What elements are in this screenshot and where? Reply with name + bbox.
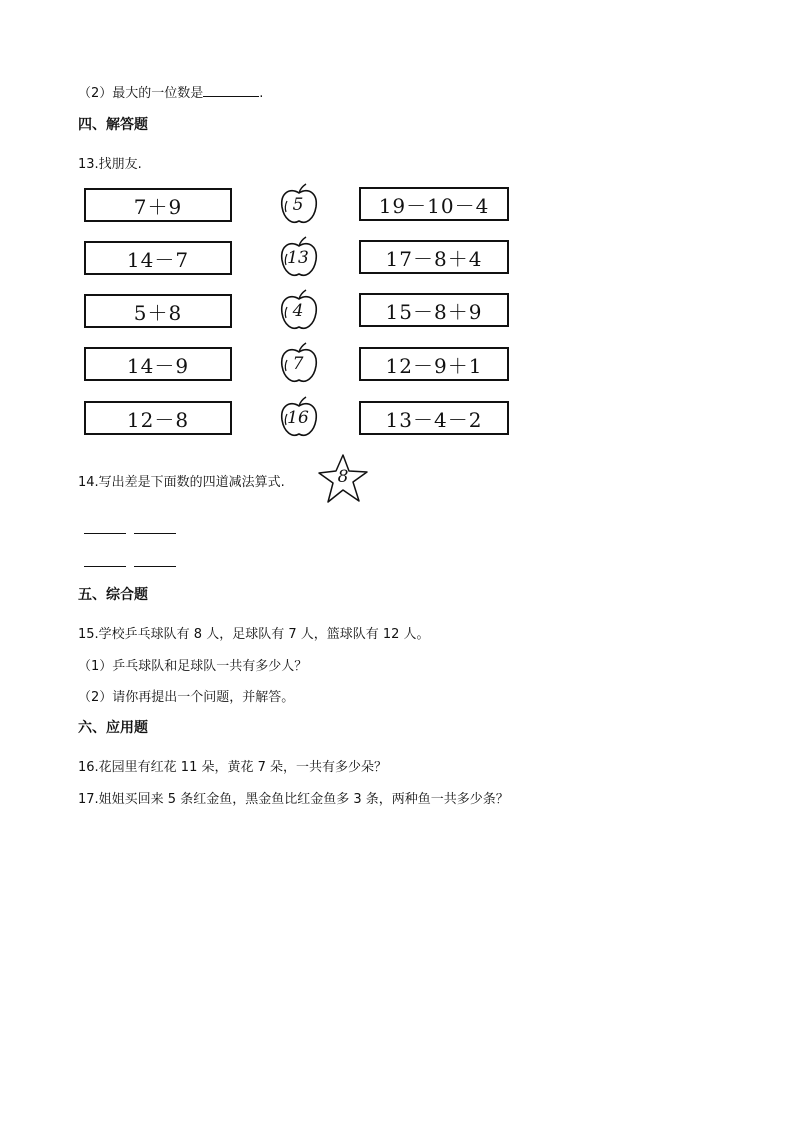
apple-number: 4	[292, 301, 304, 321]
section5-title: 五、综合题	[78, 587, 148, 603]
q14-answer-blank[interactable]	[134, 566, 176, 567]
right-expression-box[interactable]: 17－8＋4	[359, 240, 509, 274]
section4-title: 四、解答题	[78, 117, 148, 133]
apple-number: 5	[292, 195, 304, 215]
q12-answer-blank[interactable]	[203, 84, 259, 97]
apple-number: 7	[292, 354, 304, 374]
left-expression-box[interactable]: 7＋9	[84, 188, 232, 222]
left-expression-box[interactable]: 5＋8	[84, 294, 232, 328]
star-number: 8	[337, 467, 349, 487]
q15-part1: （1）乒乓球队和足球队一共有多少人？	[78, 659, 308, 674]
apple-icon[interactable]	[276, 183, 322, 227]
left-expression-box[interactable]: 14－9	[84, 347, 232, 381]
q14-title: 14.写出差是下面数的四道减法算式.	[78, 475, 285, 490]
q17-text: 17.姐姐买回来 5 条红金鱼，黑金鱼比红金鱼多 3 条，两种鱼一共多少条？	[78, 792, 509, 807]
section6-title: 六、应用题	[78, 720, 148, 736]
q15-part2: （2）请你再提出一个问题，并解答。	[78, 690, 295, 705]
star-icon	[316, 452, 370, 506]
apple-number: 13	[287, 248, 309, 268]
right-expression-box[interactable]: 15－8＋9	[359, 293, 509, 327]
right-expression-box[interactable]: 19－10－4	[359, 187, 509, 221]
apple-icon[interactable]	[276, 289, 322, 333]
left-expression-box[interactable]: 12－8	[84, 401, 232, 435]
q14-answer-blank[interactable]	[84, 533, 126, 534]
q13-title: 13.找朋友.	[78, 157, 142, 172]
left-expression-box[interactable]: 14－7	[84, 241, 232, 275]
apple-number: 16	[287, 408, 309, 428]
apple-icon[interactable]	[276, 342, 322, 386]
apple-icon[interactable]	[276, 236, 322, 280]
right-expression-box[interactable]: 12－9＋1	[359, 347, 509, 381]
q12-part2-text: （2）最大的一位数是	[78, 86, 204, 101]
q14-answer-blank[interactable]	[134, 533, 176, 534]
q14-answer-blank[interactable]	[84, 566, 126, 567]
q12-part2-line	[78, 82, 263, 101]
q15-title: 15.学校乒乓球队有 8 人，足球队有 7 人，篮球队有 12 人。	[78, 627, 430, 642]
apple-icon[interactable]	[276, 396, 322, 440]
q12-part2-end: .	[259, 86, 264, 101]
q16-text: 16.花园里有红花 11 朵，黄花 7 朵，一共有多少朵？	[78, 760, 388, 775]
right-expression-box[interactable]: 13－4－2	[359, 401, 509, 435]
